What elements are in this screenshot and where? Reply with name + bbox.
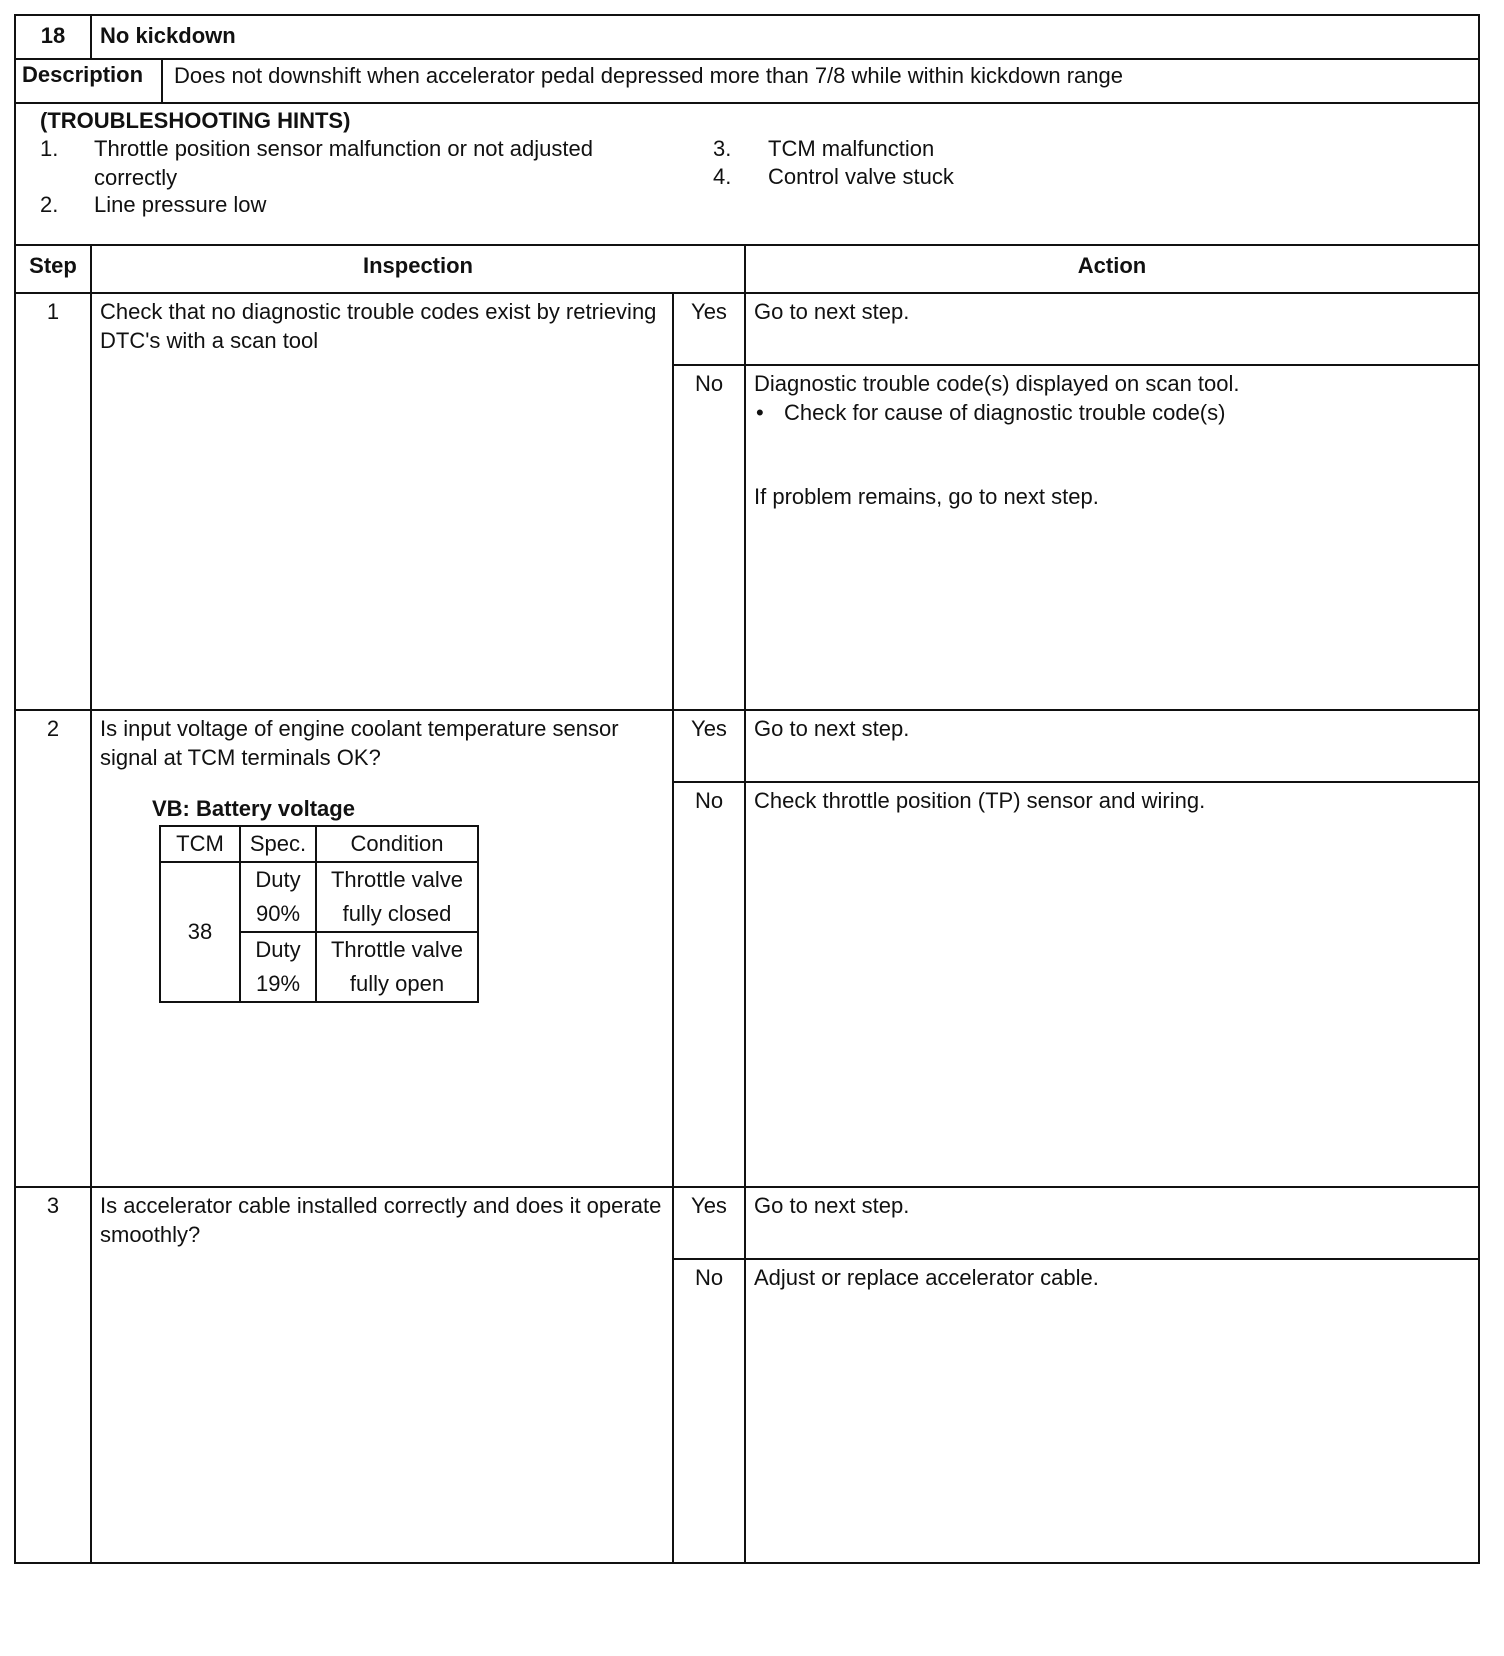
- spec-condition-line: fully closed: [342, 901, 452, 926]
- hint-text: Control valve stuck: [768, 164, 954, 189]
- hint-number: 2.: [40, 192, 59, 217]
- spec-condition-line: Throttle valve: [330, 937, 464, 962]
- title-row: [14, 14, 1480, 60]
- no-label: No: [674, 783, 746, 1186]
- hint-number: 4.: [713, 164, 732, 189]
- yes-branch: [674, 711, 1478, 783]
- hints-row: [14, 104, 1480, 246]
- yes-label: Yes: [674, 711, 746, 781]
- yes-label: Yes: [674, 294, 746, 364]
- step-row: [14, 1186, 1480, 1564]
- yes-action: Go to next step.: [754, 1193, 910, 1218]
- procedure-title: No kickdown: [100, 23, 236, 48]
- spec-caption: VB: Battery voltage: [152, 796, 355, 821]
- yes-label: Yes: [674, 1188, 746, 1258]
- no-action-bullet: • Check for cause of diagnostic trouble code(s): [754, 398, 1464, 427]
- no-label: No: [674, 1260, 746, 1562]
- step-row: [14, 709, 1480, 1188]
- description-text: Does not downshift when accelerator pedal depressed more than 7/8 while within kickdown range: [174, 63, 1123, 88]
- no-branch: [674, 366, 1478, 709]
- inspection-text: Check that no diagnostic trouble codes exist by retrieving DTC's with a scan tool: [92, 294, 674, 709]
- description-row: [14, 60, 1480, 104]
- yes-branch: [674, 294, 1478, 366]
- spec-value-line: 90%: [255, 901, 301, 926]
- yes-branch: [674, 1188, 1478, 1260]
- column-header-row: [14, 246, 1480, 294]
- spec-condition-line: fully open: [349, 971, 445, 996]
- no-label: No: [674, 366, 746, 709]
- no-action: [754, 369, 1464, 511]
- spec-condition: [316, 862, 478, 932]
- spec-condition: [316, 932, 478, 1002]
- action-column-header: Action: [1077, 253, 1147, 278]
- spec-header: TCM: [160, 826, 240, 862]
- hints-heading: (TROUBLESHOOTING HINTS): [40, 108, 351, 133]
- yes-action: Go to next step.: [754, 716, 910, 741]
- no-action-followup: If problem remains, go to next step.: [754, 484, 1099, 509]
- step-number: 3: [16, 1188, 92, 1562]
- step-column-header: Step: [16, 246, 92, 292]
- hint-number: 1.: [40, 136, 59, 161]
- no-action: Check throttle position (TP) sensor and wiring.: [754, 788, 1206, 813]
- inspection-text: Is input voltage of engine coolant temperature sensor signal at TCM terminals OK?: [100, 716, 619, 770]
- no-action: Adjust or replace accelerator cable.: [754, 1265, 1099, 1290]
- spec-value-line: Duty: [255, 867, 301, 892]
- no-branch: [674, 783, 1478, 1186]
- step-number: 1: [16, 294, 92, 709]
- spec-value-line: Duty: [255, 937, 301, 962]
- step-row: [14, 292, 1480, 711]
- spec-table: [159, 825, 479, 1003]
- inspection-cell: [92, 711, 674, 1186]
- spec-header: Condition: [316, 826, 478, 862]
- spec-value: [240, 862, 316, 932]
- inspection-text: Is accelerator cable installed correctly and does it operate smoothly?: [92, 1188, 674, 1562]
- no-action-text: Diagnostic trouble code(s) displayed on scan tool.: [754, 371, 1240, 396]
- inspection-column-header: Inspection: [92, 246, 746, 292]
- description-label: Description: [16, 60, 163, 102]
- no-branch: [674, 1260, 1478, 1562]
- spec-terminal: 38: [160, 862, 240, 1002]
- step-number: 2: [16, 711, 92, 1186]
- hint-number: 3.: [713, 136, 732, 161]
- hint-text: TCM malfunction: [768, 136, 935, 161]
- spec-value-line: 19%: [255, 971, 301, 996]
- hint-text: Throttle position sensor malfunction or not adjusted correctly: [94, 136, 593, 190]
- spec-condition-line: Throttle valve: [330, 867, 464, 892]
- yes-action: Go to next step.: [754, 299, 910, 324]
- hint-text: Line pressure low: [94, 192, 267, 217]
- spec-table-wrap: [159, 825, 479, 1003]
- spec-value: [240, 932, 316, 1002]
- spec-header: Spec.: [240, 826, 316, 862]
- procedure-number: 18: [16, 16, 92, 58]
